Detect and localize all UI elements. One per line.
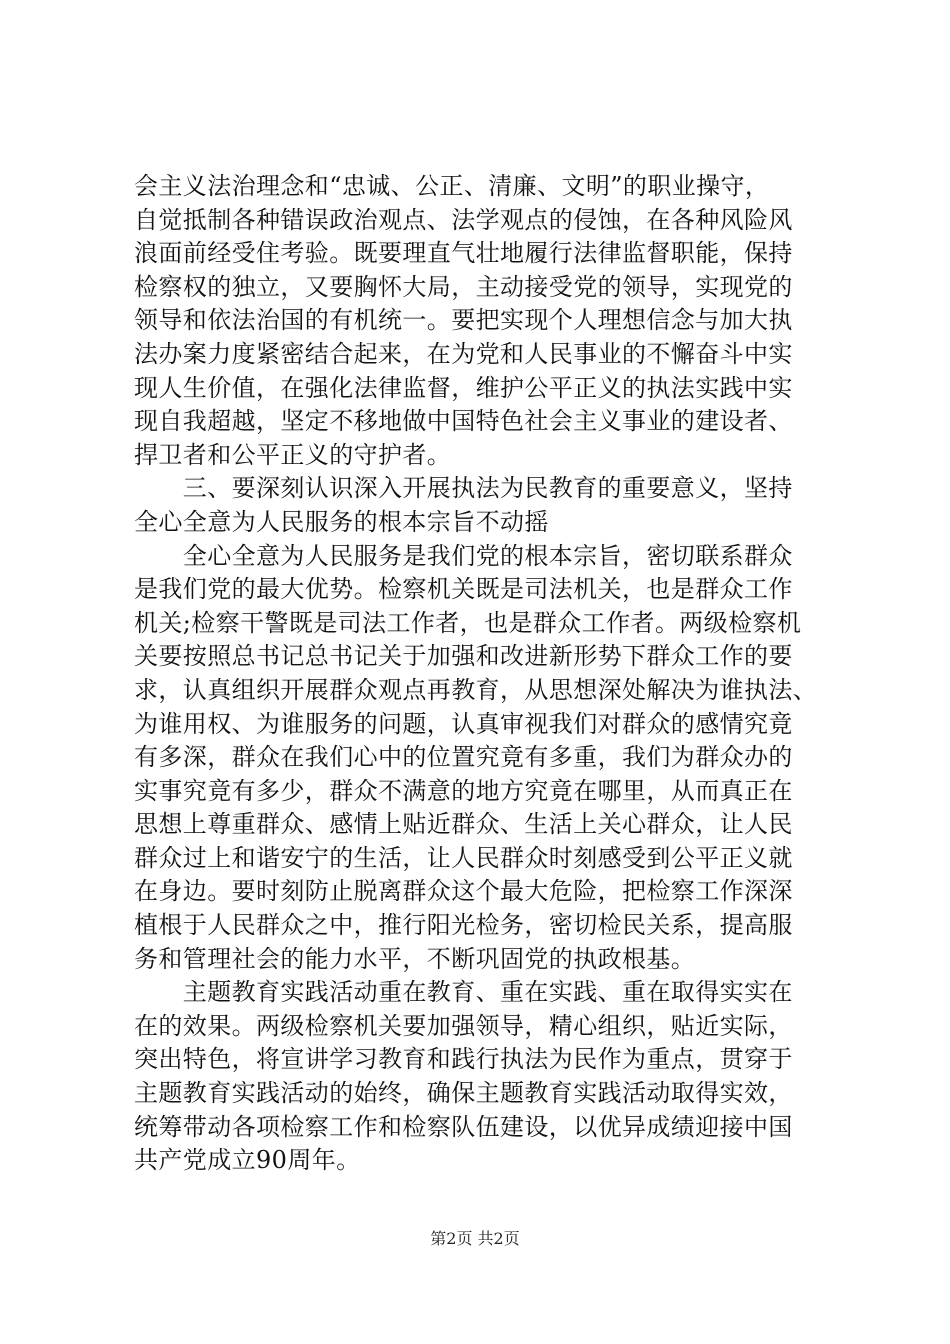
section-heading-line: 全心全意为人民服务的根本宗旨不动摇 [134, 507, 549, 536]
text-line: 现人生价值，在强化法律监督，维护公平正义的执法实践中实 [134, 373, 793, 402]
text-line: 植根于人民群众之中，推行阳光检务，密切检民关系，提高服 [134, 911, 793, 940]
text-line: 现自我超越，坚定不移地做中国特色社会主义事业的建设者、 [134, 407, 793, 436]
text-line: 自觉抵制各种错误政治观点、法学观点的侵蚀，在各种风险风 [134, 205, 793, 234]
section-heading-line: 三、要深刻认识深入开展执法为民教育的重要意义，坚持 [134, 474, 793, 503]
text-line: 机关;检察干警既是司法工作者，也是群众工作者。两级检察机 [134, 608, 802, 637]
text-line: 在身边。要时刻防止脱离群众这个最大危险，把检察工作深深 [134, 877, 793, 906]
text-line: 全心全意为人民服务是我们党的根本宗旨，密切联系群众 [134, 541, 793, 570]
text-line: 捍卫者和公平正义的守护者。 [134, 440, 452, 469]
text-line: 思想上尊重群众、感情上贴近群众、生活上关心群众，让人民 [134, 810, 793, 839]
text-line: 主题教育实践活动的始终，确保主题教育实践活动取得实效， [134, 1079, 793, 1108]
text-line: 领导和依法治国的有机统一。要把实现个人理想信念与加大执 [134, 306, 793, 335]
text-line: 会主义法治理念和“忠诚、公正、清廉、文明”的职业操守， [134, 172, 770, 200]
text-line: 群众过上和谐安宁的生活，让人民群众时刻感受到公平正义就 [134, 843, 793, 872]
page-number-label: 第2页 共2页 [430, 1229, 520, 1248]
text-line: 有多深，群众在我们心中的位置究竟有多重，我们为群众办的 [134, 743, 793, 772]
text-line: 是我们党的最大优势。检察机关既是司法机关，也是群众工作 [134, 575, 793, 604]
body-text [134, 170, 834, 1178]
text-line: 检察权的独立，又要胸怀大局，主动接受党的领导，实现党的 [134, 272, 793, 301]
text-line: 在的效果。两级检察机关要加强领导，精心组织，贴近实际， [134, 1011, 793, 1040]
text-line: 浪面前经受住考验。既要理直气壮地履行法律监督职能，保持 [134, 239, 793, 268]
page-footer [0, 1226, 950, 1249]
text-line: 关要按照总书记总书记关于加强和改进新形势下群众工作的要 [134, 642, 793, 671]
text-line: 为谁用权、为谁服务的问题，认真审视我们对群众的感情究竟 [134, 709, 793, 738]
text-line: 突出特色，将宣讲学习教育和践行执法为民作为重点，贯穿于 [134, 1045, 793, 1074]
text-line: 实事究竟有多少，群众不满意的地方究竟在哪里，从而真正在 [134, 776, 793, 805]
text-line: 主题教育实践活动重在教育、重在实践、重在取得实实在 [134, 978, 793, 1007]
text-line: 共产党成立90周年。 [134, 1146, 361, 1175]
text-line: 务和管理社会的能力水平，不断巩固党的执政根基。 [134, 944, 696, 973]
text-line: 求，认真组织开展群众观点再教育，从思想深处解决为谁执法、 [134, 675, 818, 704]
text-line: 法办案力度紧密结合起来，在为党和人民事业的不懈奋斗中实 [134, 339, 793, 368]
text-line: 统筹带动各项检察工作和检察队伍建设，以优异成绩迎接中国 [134, 1112, 793, 1141]
